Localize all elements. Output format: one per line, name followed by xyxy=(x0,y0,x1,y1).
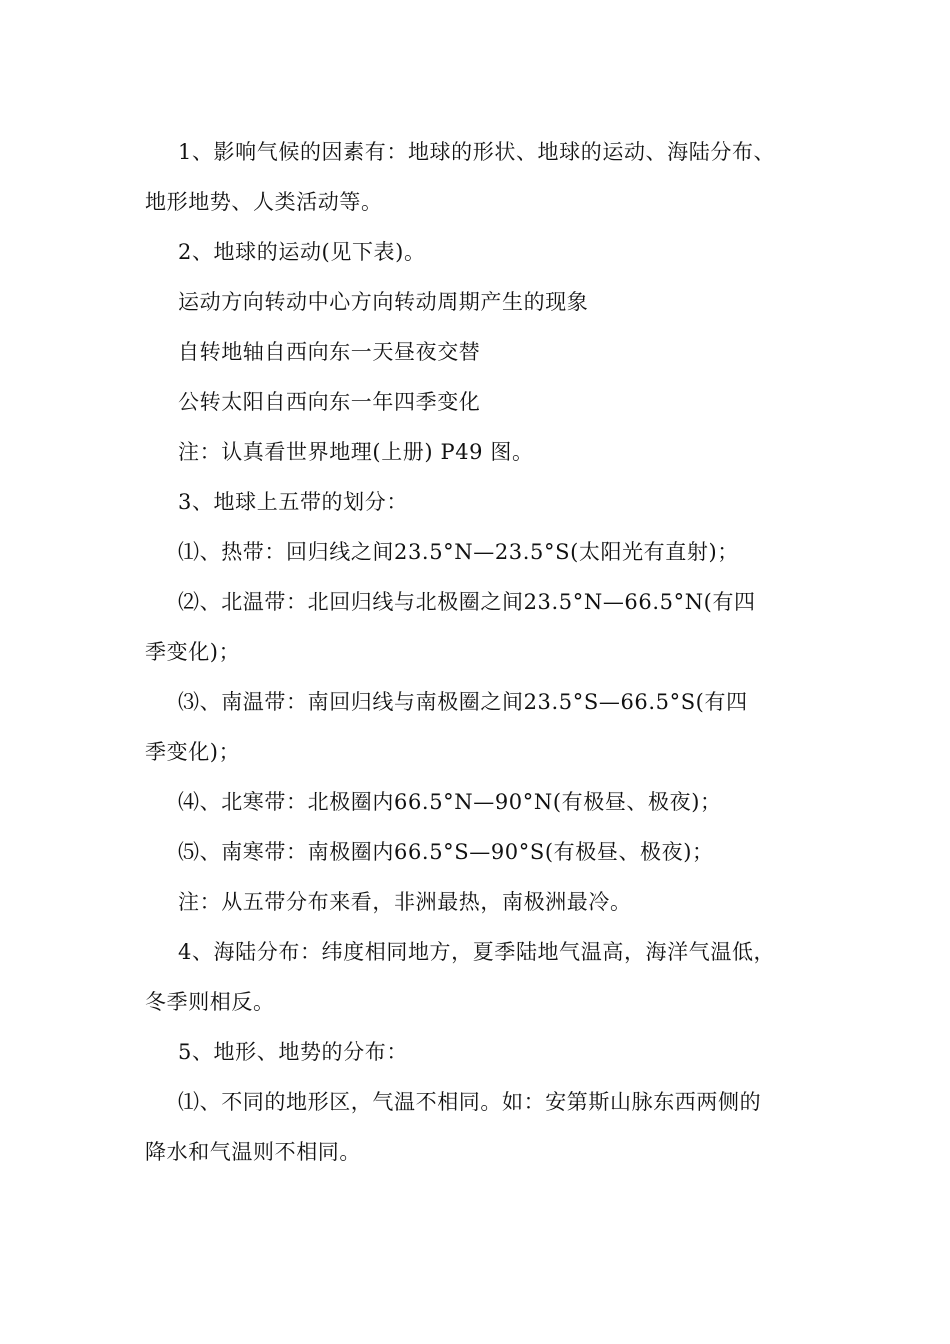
zone-item-north-frigid: ⑷、北寒带：北极圈内66.5°N—90°N(有极昼、极夜)； xyxy=(178,790,722,814)
table-row-rotation: 自转地轴自西向东一天昼夜交替 xyxy=(178,340,481,364)
section-heading-3: 3、地球上五带的划分： xyxy=(178,490,408,514)
zone-item-tropical: ⑴、热带：回归线之间23.5°N—23.5°S(太阳光有直射)； xyxy=(178,540,739,564)
zone-item-south-frigid: ⑸、南寒带：南极圈内66.5°S—90°S(有极昼、极夜)； xyxy=(178,840,714,864)
zone-item-north-temperate: ⑵、北温带：北回归线与北极圈之间23.5°N—66.5°N(有四 xyxy=(178,590,756,614)
document-body xyxy=(145,127,795,1177)
text-line-2: 地形地势、人类活动等。 xyxy=(145,190,383,214)
text-line-3: 2、地球的运动(见下表)。 xyxy=(178,240,426,264)
note-line-1: 注：认真看世界地理(上册) P49 图。 xyxy=(178,440,534,464)
section-heading-5: 5、地形、地势的分布： xyxy=(178,1040,408,1064)
note-line-2: 注：从五带分布来看，非洲最热，南极洲最冷。 xyxy=(178,890,632,914)
text-line-1: 1、影响气候的因素有：地球的形状、地球的运动、海陆分布、 xyxy=(178,140,776,164)
zone-item-north-temperate-cont: 季变化)； xyxy=(145,640,241,664)
zone-item-south-temperate: ⑶、南温带：南回归线与南极圈之间23.5°S—66.5°S(有四 xyxy=(178,690,748,714)
table-header-row: 运动方向转动中心方向转动周期产生的现象 xyxy=(178,290,589,314)
table-row-revolution: 公转太阳自西向东一年四季变化 xyxy=(178,390,481,414)
section-heading-4: 4、海陆分布：纬度相同地方，夏季陆地气温高，海洋气温低， xyxy=(178,940,776,964)
section-4-cont: 冬季则相反。 xyxy=(145,990,275,1014)
terrain-item-1: ⑴、不同的地形区，气温不相同。如：安第斯山脉东西两侧的 xyxy=(178,1090,762,1114)
terrain-item-1-cont: 降水和气温则不相同。 xyxy=(145,1140,361,1164)
zone-item-south-temperate-cont: 季变化)； xyxy=(145,740,241,764)
